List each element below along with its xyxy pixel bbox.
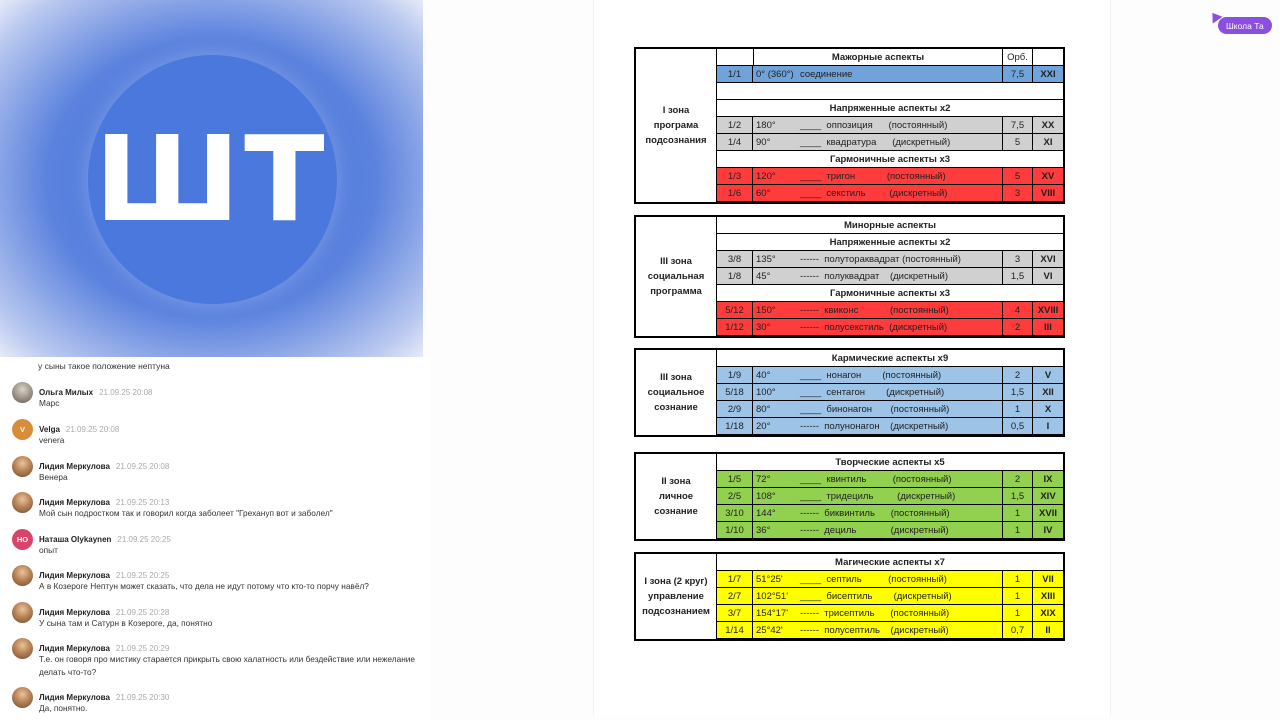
aspect-orb: 4 [1003, 302, 1033, 318]
aspect-row [717, 117, 1063, 134]
aspect-fraction: 1/18 [717, 418, 753, 434]
message-time: 21.09.25 20:28 [115, 608, 170, 617]
zone-label: I зона (2 круг) управление подсознанием [636, 554, 717, 639]
aspect-fraction: 5/18 [717, 384, 753, 400]
aspect-name: ------ полунонагон (дискретный) [800, 420, 949, 432]
aspect-degree: 25°42' [756, 624, 783, 636]
aspect-row [717, 384, 1063, 401]
chat-panel [0, 357, 430, 720]
aspect-orb: 3 [1003, 251, 1033, 267]
message-text: Венера [39, 472, 68, 482]
aspect-row [717, 605, 1063, 622]
message-text: Мой сын подростком так и говорил когда заболеет "Грехануп вот и заболел" [39, 508, 333, 518]
aspect-name: ____ септиль (постоянный) [800, 573, 947, 585]
aspect-block [634, 215, 1065, 338]
aspect-row [717, 418, 1063, 435]
aspect-row [717, 571, 1063, 588]
aspect-fraction: 1/7 [717, 571, 753, 587]
avatar [12, 456, 33, 477]
zone-label: I зона програма подсознания [636, 49, 717, 202]
aspect-number: XV [1041, 170, 1055, 182]
aspect-block [634, 452, 1065, 541]
aspect-fraction: 1/10 [717, 522, 753, 538]
message-text: У сына там и Сатурн в Козероге, да, понятно [39, 618, 213, 628]
aspect-name: ____ тридециль (дискретный) [800, 490, 956, 502]
message-text: опыт [39, 545, 58, 555]
aspect-name: ____ квадратура (дискретный) [800, 136, 951, 148]
aspect-row [717, 251, 1063, 268]
aspect-name: ____ тригон (постоянный) [800, 170, 946, 182]
aspect-number: III [1044, 321, 1052, 333]
aspect-row [717, 367, 1063, 384]
aspect-block [634, 47, 1065, 204]
aspect-degree-cell [753, 168, 1003, 184]
aspect-number: XIV [1040, 490, 1056, 502]
aspect-name: ____ нонагон (постоянный) [800, 369, 942, 381]
message-time: 21.09.25 20:30 [115, 693, 170, 702]
aspect-block [634, 348, 1065, 437]
section-title: Творческие аспекты х5 [835, 456, 945, 468]
avatar [12, 602, 33, 623]
aspect-orb: 1,5 [1003, 488, 1033, 504]
aspect-name: ------ биквинтиль (постоянный) [800, 507, 950, 519]
aspect-orb: 1,5 [1003, 268, 1033, 284]
section-title: Гармоничные аспекты х3 [829, 287, 951, 299]
aspect-fraction: 2/9 [717, 401, 753, 417]
aspect-degree-cell [753, 471, 1003, 487]
section-header [717, 100, 1063, 117]
aspect-row [717, 168, 1063, 185]
aspect-fraction: 3/7 [717, 605, 753, 621]
aspect-orb: 2 [1003, 367, 1033, 383]
aspect-name: ____ бисептиль (дискретный) [800, 590, 952, 602]
aspect-number: XVI [1040, 253, 1056, 265]
aspect-fraction: 1/9 [717, 367, 753, 383]
aspect-degree-cell [753, 185, 1003, 201]
aspect-number: XVII [1039, 507, 1057, 519]
aspect-name: ------ полусептиль (дискретный) [800, 624, 949, 636]
aspect-orb: 1 [1003, 522, 1033, 538]
orb-header: Орб. [1003, 49, 1033, 65]
section-header [717, 234, 1063, 251]
aspect-degree-cell [753, 401, 1003, 417]
aspect-number: XII [1042, 386, 1054, 398]
aspect-fraction: 3/8 [717, 251, 753, 267]
aspect-orb: 5 [1003, 134, 1033, 150]
aspect-name: ____ бинонагон (постоянный) [800, 403, 950, 415]
aspect-name: ____ оппозиция (постоянный) [800, 119, 948, 131]
aspect-degree: 102°51' [756, 590, 789, 602]
aspect-name: ____ секстиль (дискретный) [800, 187, 948, 199]
aspect-orb: 7,5 [1003, 66, 1033, 82]
aspect-orb: 3 [1003, 185, 1033, 201]
aspect-number: XI [1043, 136, 1053, 148]
avatar [12, 687, 33, 708]
aspect-number: XIII [1040, 590, 1056, 602]
logo-text: ШТ [94, 109, 329, 248]
aspect-name: ____ сентагон (дискретный) [800, 386, 945, 398]
blank-row [717, 83, 1063, 100]
aspect-degree: 45° [756, 270, 771, 282]
aspect-name: ------ трисептиль (постоянный) [800, 607, 950, 619]
aspect-degree: 144° [756, 507, 776, 519]
aspect-number: VI [1043, 270, 1053, 282]
author-name: Лидия Меркулова [39, 462, 110, 471]
section-title: Минорные аспекты [844, 219, 936, 231]
aspect-number: V [1044, 369, 1052, 381]
aspect-degree-cell [753, 571, 1003, 587]
aspect-degree-cell [753, 302, 1003, 318]
section-title: Кармические аспекты х9 [831, 352, 949, 364]
zone-label: III зона социальное сознание [636, 350, 717, 435]
aspect-number: XXI [1040, 68, 1056, 80]
section-header [717, 554, 1063, 571]
aspect-orb: 1 [1003, 571, 1033, 587]
author-name: Ольга Милых [39, 388, 94, 397]
aspect-row [717, 488, 1063, 505]
aspect-number: II [1045, 624, 1051, 636]
aspect-fraction: 1/6 [717, 185, 753, 201]
aspect-degree: 154°17' [756, 607, 789, 619]
zone-label: II зона личное сознание [636, 454, 717, 539]
author-name: Лидия Меркулова [39, 498, 110, 507]
aspect-orb: 1,5 [1003, 384, 1033, 400]
aspect-degree-cell [753, 605, 1003, 621]
aspect-number: XX [1041, 119, 1055, 131]
author-name: Наташа Olykaynen [39, 535, 112, 544]
message-text: Т.е. он говоря про мистику старается прикрыть свою халатность или бездействие или нежелание делать что-то? [39, 654, 416, 677]
aspect-number: IX [1043, 473, 1053, 485]
author-name: Лидия Меркулова [39, 608, 110, 617]
aspect-fraction: 2/7 [717, 588, 753, 604]
video-panel [0, 0, 423, 357]
aspect-number: XIX [1040, 607, 1056, 619]
aspect-degree-cell [753, 622, 1003, 638]
aspect-degree: 120° [756, 170, 776, 182]
aspect-degree-cell [753, 384, 1003, 400]
aspect-orb: 0,5 [1003, 418, 1033, 434]
aspect-degree-cell [753, 117, 1003, 133]
aspect-name: ____ квинтиль (постоянный) [800, 473, 952, 485]
avatar [12, 638, 33, 659]
message-text: Да, понятно. [39, 703, 88, 713]
aspect-degree: 51°25' [756, 573, 783, 585]
aspect-degree-cell [753, 588, 1003, 604]
avatar: НО [12, 529, 33, 550]
message-time: 21.09.25 20:25 [115, 571, 170, 580]
aspect-degree: 0° (360°) [756, 68, 794, 80]
aspect-number: IV [1043, 524, 1053, 536]
zone-label: III зона социальная программа [636, 217, 717, 336]
avatar [12, 492, 33, 513]
aspect-orb: 2 [1003, 471, 1033, 487]
section-header [717, 217, 1063, 234]
aspect-degree: 72° [756, 473, 771, 485]
aspect-row [717, 588, 1063, 605]
section-header [717, 151, 1063, 168]
aspect-degree-cell [753, 134, 1003, 150]
aspect-degree-cell [753, 367, 1003, 383]
aspect-row [717, 302, 1063, 319]
author-name: Лидия Меркулова [39, 644, 110, 653]
aspect-orb: 1 [1003, 588, 1033, 604]
aspect-row [717, 268, 1063, 285]
aspect-orb: 2 [1003, 319, 1033, 335]
author-name: Лидия Меркулова [39, 693, 110, 702]
aspect-degree: 20° [756, 420, 771, 432]
aspect-row [717, 622, 1063, 639]
aspect-orb: 1 [1003, 401, 1033, 417]
aspect-number: X [1044, 403, 1052, 415]
aspect-degree: 80° [756, 403, 771, 415]
aspect-fraction: 3/10 [717, 505, 753, 521]
aspect-orb: 1 [1003, 605, 1033, 621]
aspect-fraction: 1/5 [717, 471, 753, 487]
message-text: А в Козероге Нептун может сказать, что дела не идут потому что кто-то порчу навёл? [39, 581, 369, 591]
aspect-degree: 100° [756, 386, 776, 398]
aspect-fraction: 1/3 [717, 168, 753, 184]
aspect-name: ------ полуквадрат (дискретный) [800, 270, 949, 282]
aspect-name: ------ дециль (дискретный) [800, 524, 949, 536]
aspect-orb: 5 [1003, 168, 1033, 184]
aspect-fraction: 2/5 [717, 488, 753, 504]
section-header [717, 49, 1063, 66]
aspect-fraction: 1/14 [717, 622, 753, 638]
aspect-degree: 108° [756, 490, 776, 502]
aspect-degree-cell [753, 251, 1003, 267]
aspect-row [717, 319, 1063, 336]
avatar [12, 382, 33, 403]
message-time: 21.09.25 20:29 [115, 644, 170, 653]
aspect-orb: 1 [1003, 505, 1033, 521]
section-title: Гармоничные аспекты х3 [829, 153, 951, 165]
message-text: venera [39, 435, 65, 445]
school-badge[interactable]: Школа Та [1218, 17, 1272, 34]
aspect-row [717, 134, 1063, 151]
aspect-row [717, 66, 1063, 83]
aspect-name: ------ квиконс (постоянный) [800, 304, 949, 316]
aspect-degree: 30° [756, 321, 771, 333]
aspect-row [717, 185, 1063, 202]
avatar [12, 565, 33, 586]
aspect-degree-cell [753, 488, 1003, 504]
section-header [717, 454, 1063, 471]
message-time: 21.09.25 20:13 [115, 498, 170, 507]
message-text: Марс [39, 398, 60, 408]
aspect-fraction: 1/8 [717, 268, 753, 284]
aspect-degree: 180° [756, 119, 776, 131]
aspect-block [634, 552, 1065, 641]
aspect-fraction: 1/2 [717, 117, 753, 133]
aspect-degree-cell [753, 319, 1003, 335]
aspect-row [717, 522, 1063, 539]
aspect-degree-cell [753, 522, 1003, 538]
aspect-degree-cell [753, 505, 1003, 521]
aspect-degree-cell [753, 268, 1003, 284]
aspect-degree: 60° [756, 187, 771, 199]
aspect-fraction: 1/12 [717, 319, 753, 335]
aspect-degree: 135° [756, 253, 776, 265]
message-time: 21.09.25 20:08 [65, 425, 120, 434]
aspect-row [717, 401, 1063, 418]
section-title: Магические аспекты х7 [835, 556, 945, 568]
aspect-number: VIII [1040, 187, 1056, 199]
aspect-name: ------ полусекстиль (дискретный) [800, 321, 948, 333]
aspect-number: XVIII [1037, 304, 1059, 316]
aspect-fraction: 1/4 [717, 134, 753, 150]
section-title: Мажорные аспекты [753, 49, 1003, 65]
aspect-degree: 90° [756, 136, 771, 148]
aspect-number: VII [1042, 573, 1054, 585]
message-time: 21.09.25 20:08 [115, 462, 170, 471]
aspect-number: I [1046, 420, 1050, 432]
aspect-row [717, 505, 1063, 522]
aspect-degree-cell [753, 418, 1003, 434]
message-time: 21.09.25 20:25 [117, 535, 171, 544]
aspect-degree: 36° [756, 524, 771, 536]
aspect-degree: 40° [756, 369, 771, 381]
section-title: Напряженные аспекты х2 [829, 236, 951, 248]
section-header [717, 350, 1063, 367]
section-header [717, 285, 1063, 302]
aspect-name: соединение [800, 68, 853, 80]
aspect-fraction: 1/1 [717, 66, 753, 82]
message-time: 21.09.25 20:08 [99, 388, 153, 397]
aspect-fraction: 5/12 [717, 302, 753, 318]
aspect-degree-cell [753, 66, 1003, 82]
document-slide [593, 0, 1111, 716]
aspect-row [717, 471, 1063, 488]
section-title: Напряженные аспекты х2 [829, 102, 951, 114]
aspect-degree: 150° [756, 304, 776, 316]
author-name: Velga [39, 425, 60, 434]
aspect-orb: 0,7 [1003, 622, 1033, 638]
chat-message-partial: у сыны такое положение нептуна [38, 361, 170, 371]
aspect-orb: 7,5 [1003, 117, 1033, 133]
aspect-name: ------ полутораквадрат (постоянный) [800, 253, 961, 265]
author-name: Лидия Меркулова [39, 571, 110, 580]
avatar: V [12, 419, 33, 440]
